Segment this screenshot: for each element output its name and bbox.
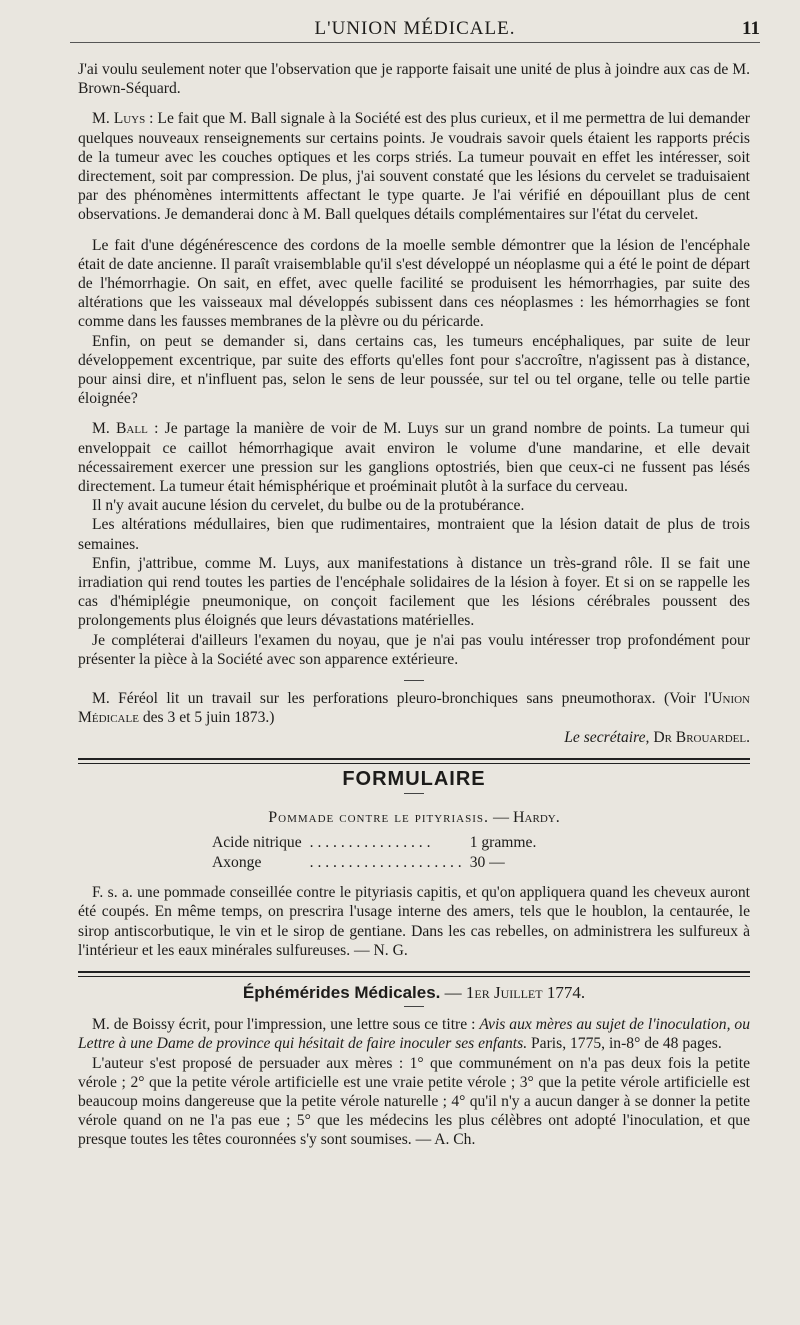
paragraph: Enfin, j'attribue, comme M. Luys, aux manifestations à distance un très-grand rôle. Il se fait une irradiation qui rend toutes les parties de l'encéphale solidaires de la lésion à foyer. Et si on se rappelle les cas d'hémiplégie pneumonique, on conçoit facilement que les lésions cérébrales poussent des prolongements plus éloignés que leurs dévastations matérielles.: [78, 554, 750, 630]
paragraph: J'ai voulu seulement noter que l'observation que je rapporte faisait une unité de plus à joindre aux cas de M. Brown-Séquard.: [78, 61, 750, 98]
section-title: Éphémérides Médicales. — 1er Juillet 1774.: [242, 982, 586, 1002]
journal-title: L'UNION MÉDICALE.: [314, 18, 516, 39]
paragraph: M. de Boissy écrit, pour l'impression, une lettre sous ce titre : Avis aux mères au sujet de l'inoculation, ou Lettre à une Dame de province qui hésitait de faire inoculer ses enfants. Paris, 1775, in-8° de 48 pages.: [78, 1016, 750, 1053]
page-number: 11: [742, 18, 760, 39]
paragraph-text: : Le fait que M. Ball signale à la Société est des plus curieux, et il me permettra de lui demander quelques nouveaux renseignements sur certains points. Je voudrais savoir quels étaient les rapports précis de la tumeur avec les couches optiques et les corps striés. La tumeur pouvait en effet les intéresser, soit directement, soit par compression. De plus, j'ai souvent constaté que les lésions du cervelet se traduisaient par des phénomènes intermittents affectant le type quarte. Je l'ai vérifié en dépouillant plus de cent observations. Je demanderai donc à M. Ball quelques détails complémentaires sur l'état du cervelet.: [78, 110, 750, 224]
article-body: [78, 60, 750, 1150]
paragraph: [78, 419, 750, 496]
leader-dots: . . . . . . . . . . . . . . . . . . . .: [309, 854, 462, 872]
paragraph: [78, 109, 750, 224]
speaker-name: M. Ball: [92, 420, 148, 438]
speaker-name: M. Luys: [92, 110, 146, 128]
section-divider: [78, 971, 750, 977]
paragraph-text: : Je partage la manière de voir de M. Luys sur un grand nombre de points. La tumeur qui enveloppait ce caillot hémorrhagique avait environ le volume d'une mandarine, et elle devait nécessairement exercer une pression sur les ganglions optostriés, bien que ceux-ci ne fussent pas lésés directement. La tumeur était hémisphérique et proéminait plutôt à la surface du cerveau.: [78, 420, 750, 496]
section-title: FORMULAIRE: [342, 767, 486, 790]
paragraph: L'auteur s'est proposé de persuader aux mères : 1° que communément on n'a pas deux fois la petite vérole ; 2° que la petite vérole artificielle est une vraie petite vérole ; 3° que la petite vérole artificielle est beaucoup moins dangereuse que la petite vérole naturelle ; 4° qu'il n'y a aucun danger à se donner la petite vérole quand on ne l'a pas eue ; 5° que les médecins les plus célèbres ont adopté l'inoculation, et que presque toutes les têtes couronnées s'y sont soumises. — A. Ch.: [78, 1054, 750, 1149]
paragraph: Enfin, on peut se demander si, dans certains cas, les tumeurs encéphaliques, par suite de leur développement excentrique, par suite des efforts qu'elles font pour s'accroître, n'agissent pas à distance, pour ainsi dire, et n'influent pas, selon le sens de leur poussée, sur tel ou tel organe, telle ou telle partie éloignée?: [78, 332, 750, 408]
divider: [404, 1006, 424, 1007]
signature: Le secrétaire, Dr Brouardel.: [564, 728, 750, 746]
paragraph: Les altérations médullaires, bien que rudimentaires, montraient que la lésion datait de plus de trois semaines.: [78, 516, 750, 553]
ingredient-row: [208, 833, 540, 853]
divider: [404, 793, 424, 794]
ingredients-table: [208, 833, 540, 873]
paragraph: F. s. a. une pommade conseillée contre le pityriasis capitis, et qu'on appliquera quand les cheveux auront été coupés. En même temps, on prescrira l'usage interne des amers, tels que le houblon, la centaurée, le sirop antiscorbutique, le vin et le sirop de gentiane. Dans les cas rebelles, on administrera les sulfureux à l'intérieur et les eaux minérales sulfureuses. — N. G.: [78, 884, 750, 959]
book-title: Avis aux mères au sujet de l'inoculation, ou Lettre à une Dame de province qui hésitait de faire inoculer ses enfants.: [78, 1016, 750, 1053]
paragraph: M. Féréol lit un travail sur les perforations pleuro-bronchiques sans pneumothorax. (Voir l'Union Médicale des 3 et 5 juin 1873.): [78, 690, 750, 727]
recipe-title: Pommade contre le pityriasis. — Hardy.: [268, 808, 560, 826]
paragraph: Je compléterai d'ailleurs l'examen du noyau, que je n'ai pas voulu intéresser trop profondément pour présenter la pièce à la Société avec son apparence extérieure.: [78, 631, 750, 668]
paragraph: Le fait d'une dégénérescence des cordons de la moelle semble démontrer que la lésion de l'encéphale était de date ancienne. Il paraît vraisemblable qu'il s'est développé un néoplasme qui a été le point de départ de l'hémorrhagie. On sait, en effet, avec quelle facilité se produisent les hémorrhagies, par suite des altérations que les vaisseaux mal développés subissent dans ces néoplasmes : les hémorrhagies se font comme dans les fausses membranes de la plèvre ou du péricarde.: [78, 236, 750, 331]
paragraph: Il n'y avait aucune lésion du cervelet, du bulbe ou de la protubérance.: [92, 497, 525, 515]
ingredient-row: [208, 853, 540, 873]
journal-ref: Union Médicale: [78, 690, 750, 727]
leader-dots: . . . . . . . . . . . . . . . .: [309, 834, 431, 852]
section-divider: [78, 758, 750, 764]
running-header: [70, 18, 760, 43]
ingredient-name: Acide nitrique: [212, 834, 302, 852]
ingredient-qty: 1 gramme.: [469, 834, 537, 852]
ingredient-qty: 30 —: [469, 854, 505, 872]
divider: [404, 680, 424, 681]
ingredient-name: Axonge: [212, 854, 262, 872]
